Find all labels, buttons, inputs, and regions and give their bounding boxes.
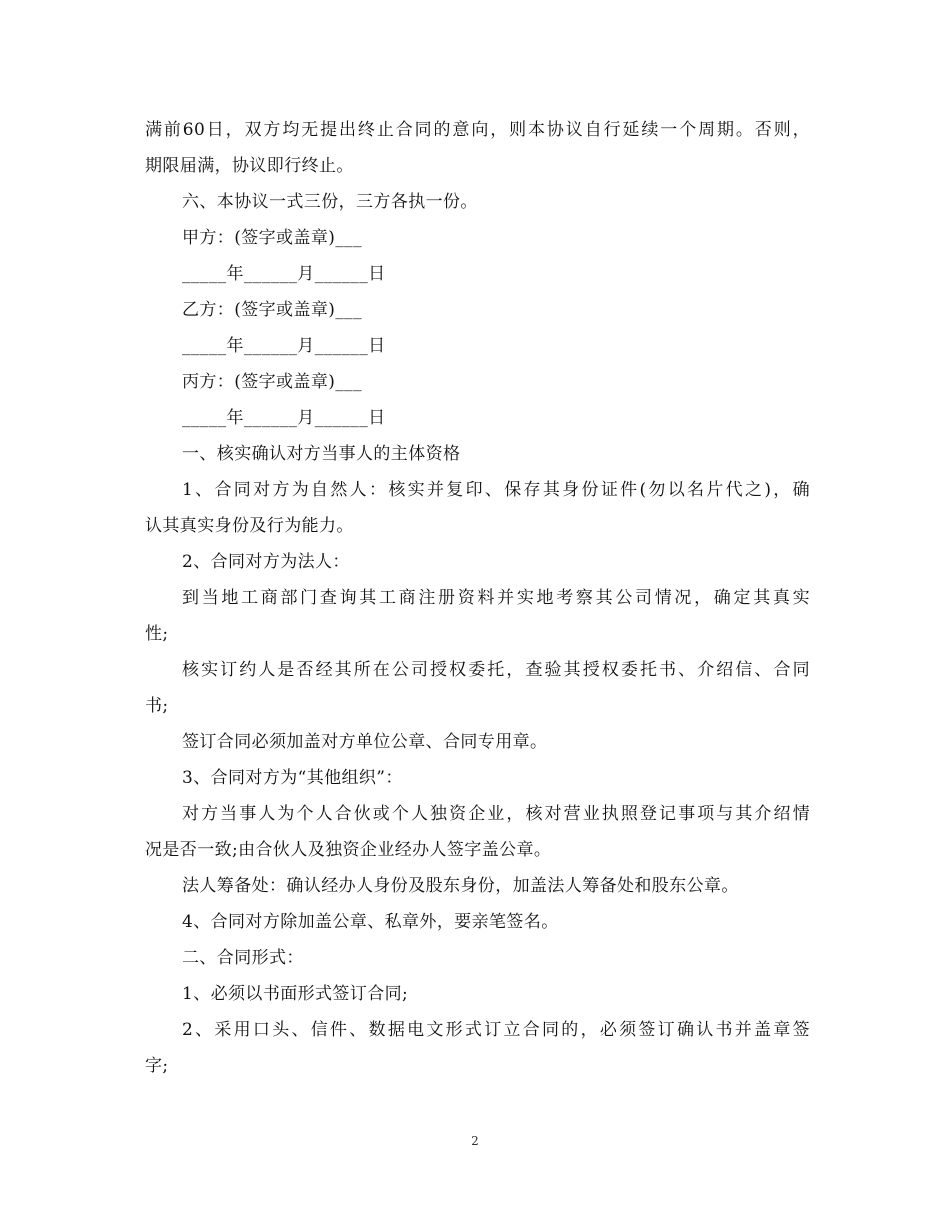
page-number: 2 xyxy=(471,1134,479,1148)
paragraph-line: 况是否一致;由合伙人及独资企业经办人签字盖公章。 xyxy=(145,840,552,860)
paragraph-line: 对方当事人为个人合伙或个人独资企业，核对营业执照登记事项与其介绍情 xyxy=(182,804,810,824)
paragraph-line: 字; xyxy=(145,1056,169,1076)
signature-line-party-b: 乙方：(签字或盖章)___ xyxy=(182,300,362,320)
paragraph-line: 1、必须以书面形式签订合同; xyxy=(182,984,409,1004)
paragraph-line: 1、合同对方为自然人：核实并复印、保存其身份证件(勿以名片代之)，确 xyxy=(182,480,810,500)
signature-line-party-c: 丙方：(签字或盖章)___ xyxy=(182,372,362,392)
paragraph-line: 书; xyxy=(145,696,169,716)
paragraph-line: 法人筹备处：确认经办人身份及股东身份，加盖法人筹备处和股东公章。 xyxy=(182,876,739,896)
signature-line-party-a: 甲方：(签字或盖章)___ xyxy=(182,228,362,248)
paragraph-line: 2、合同对方为法人： xyxy=(182,552,350,572)
section-heading: 一、核实确认对方当事人的主体资格 xyxy=(182,444,461,464)
paragraph-line: 六、本协议一式三份，三方各执一份。 xyxy=(182,192,478,212)
paragraph-line: 性; xyxy=(145,624,169,644)
date-line: _____年______月______日 xyxy=(182,408,386,428)
paragraph-line: 3、合同对方为“其他组织”： xyxy=(182,768,403,788)
document-body xyxy=(145,112,810,1084)
paragraph-line: 期限届满，协议即行终止。 xyxy=(145,156,354,176)
paragraph-line: 满前60日，双方均无提出终止合同的意向，则本协议自行延续一个周期。否则， xyxy=(145,120,810,140)
paragraph-line: 认其真实身份及行为能力。 xyxy=(145,516,354,536)
section-heading: 二、合同形式： xyxy=(182,948,304,968)
paragraph-line: 4、合同对方除加盖公章、私章外，要亲笔签名。 xyxy=(182,912,559,932)
paragraph-line: 2、采用口头、信件、数据电文形式订立合同的，必须签订确认书并盖章签 xyxy=(182,1020,810,1040)
paragraph-line: 到当地工商部门查询其工商注册资料并实地考察其公司情况，确定其真实 xyxy=(182,588,810,608)
date-line: _____年______月______日 xyxy=(182,336,386,356)
date-line: _____年______月______日 xyxy=(182,264,386,284)
paragraph-line: 签订合同必须加盖对方单位公章、合同专用章。 xyxy=(182,732,548,752)
paragraph-line: 核实订约人是否经其所在公司授权委托，查验其授权委托书、介绍信、合同 xyxy=(182,660,810,680)
